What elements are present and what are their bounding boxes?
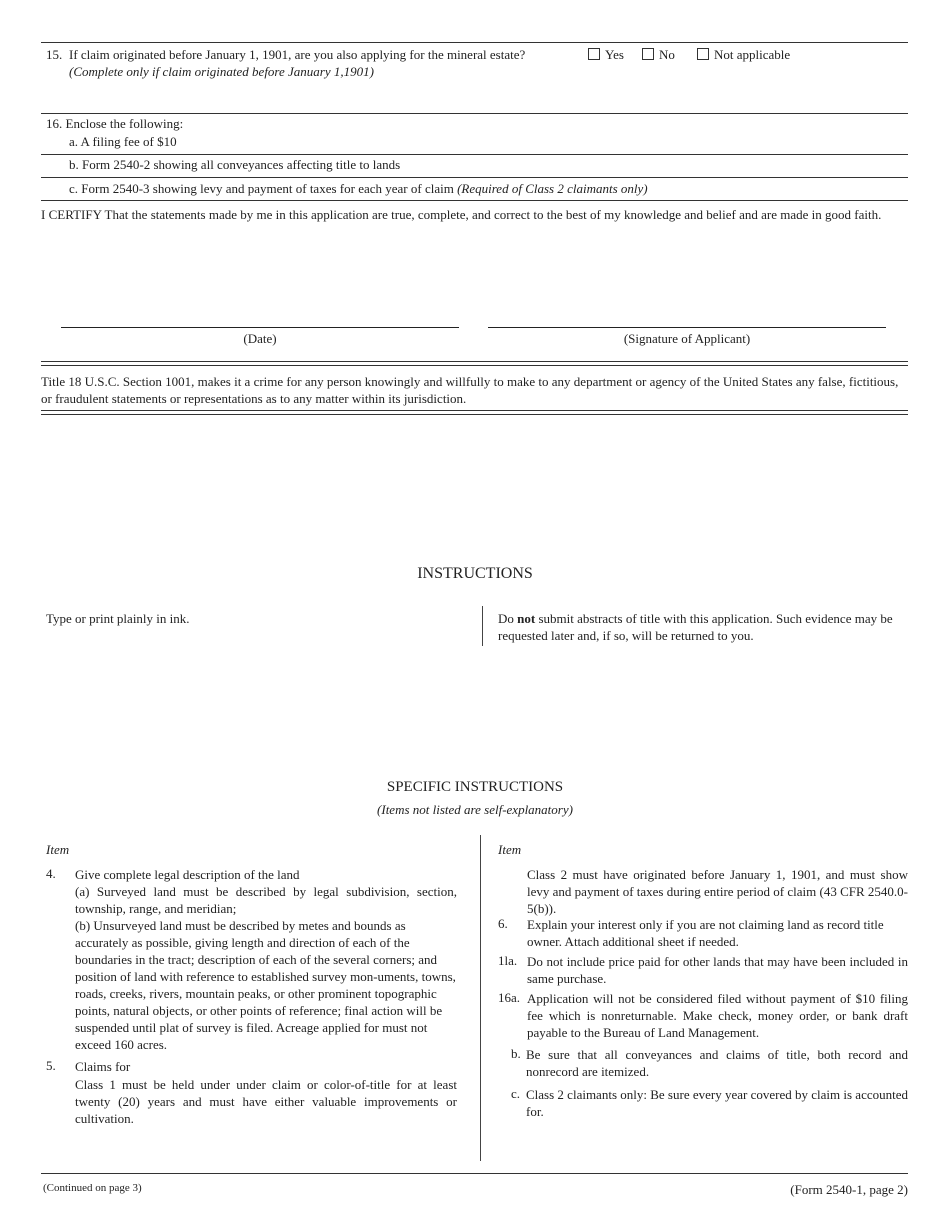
q15-yes-option[interactable] [588, 47, 624, 63]
right-item-label: Item [498, 842, 522, 857]
top-rule [41, 42, 908, 43]
footer-form-number: (Form 2540-1, page 2) [790, 1182, 908, 1197]
q15-note: (Complete only if claim originated before January 1,1901) [69, 64, 374, 79]
warning-bottom-rule [41, 410, 908, 415]
item-11a-text: Do not include price paid for other lands that may have been included in same purchase. [527, 954, 908, 986]
no-label: No [659, 47, 675, 62]
q16-top-rule [41, 113, 908, 114]
item-6-number: 6. [498, 916, 508, 931]
no-checkbox[interactable] [642, 48, 654, 60]
instructions-right [498, 610, 910, 644]
date-line[interactable] [61, 327, 459, 328]
q16-heading: 16. Enclose the following: [46, 116, 184, 131]
yes-label: Yes [605, 47, 624, 62]
q16-item-c-note: (Required of Class 2 claimants only) [457, 181, 648, 196]
not-applicable-checkbox[interactable] [697, 48, 709, 60]
q16-item-a: a. A filing fee of $10 [69, 134, 177, 149]
specific-divider [480, 835, 481, 1161]
item-4-heading: Give complete legal description of the land [75, 867, 300, 882]
instructions-title: INSTRUCTIONS [417, 565, 533, 582]
instructions-left: Type or print plainly in ink. [46, 611, 190, 626]
q16-item-c [69, 181, 648, 197]
item-11a-number: 1la. [498, 953, 518, 968]
class-2-text: Class 2 must have originated before January 1, 1901, and must show levy and payment of taxes during entire period of claim (43 CFR 2540.0-5(b)). [527, 867, 908, 916]
footer-rule [41, 1173, 908, 1174]
left-item-label: Item [46, 842, 70, 857]
q16-rule-b [41, 177, 908, 178]
footer-continued: (Continued on page 3) [43, 1182, 142, 1194]
item-16a-number: 16a. [498, 990, 521, 1005]
instructions-right-bold: not [517, 611, 536, 626]
item-16c-number: c. [511, 1086, 521, 1101]
item-5a-text: Class 1 must be held under under claim or color-of-title for at least twenty (20) years and must have either valuable improvements or cultivation. [75, 1077, 457, 1126]
warning-text: Title 18 U.S.C. Section 1001, makes it a crime for any person knowingly and willfully to make to any department or agency of the United States any false, fictitious, or fraudulent statements or representations as to any matter within its jurisdiction. [41, 374, 899, 406]
signature-line[interactable] [488, 327, 886, 328]
instructions-right-post: submit abstracts of title with this application. Such evidence may be requested later and, if so, will be returned to you. [498, 611, 893, 643]
item-6-text: Explain your interest only if you are not claiming land as record title owner. Attach additional sheet if needed. [527, 917, 884, 949]
date-label: (Date) [243, 331, 277, 346]
item-16c-text: Class 2 claimants only: Be sure every year covered by claim is accounted for. [526, 1087, 908, 1119]
specific-instructions-subtitle: (Items not listed are self-explanatory) [377, 802, 573, 817]
item-4a-text: (a) Surveyed land must be described by legal subdivision, section, township, range, and meridian; [75, 884, 457, 916]
q15-no-option[interactable] [642, 47, 675, 63]
item-5-number: 5. [46, 1058, 56, 1073]
item-4-number: 4. [46, 866, 56, 881]
item-5-heading: Claims for [75, 1059, 131, 1074]
q16-rule-a [41, 154, 908, 155]
q15-question: If claim originated before January 1, 1901, are you also applying for the mineral estate? [69, 47, 526, 62]
warning-top-rule [41, 361, 908, 366]
q16-item-c-text: c. Form 2540-3 showing levy and payment of taxes for each year of claim [69, 181, 454, 196]
not-applicable-label: Not applicable [714, 47, 791, 62]
specific-instructions-title: SPECIFIC INSTRUCTIONS [386, 779, 564, 795]
yes-checkbox[interactable] [588, 48, 600, 60]
item-16a-text: Application will not be considered filed without payment of $10 filing fee which is nonreturnable. Make check, money order, or bank draft payable to the Bureau of Land Management. [527, 991, 908, 1040]
item-16b-number: b. [511, 1046, 521, 1061]
signature-label: (Signature of Applicant) [623, 331, 751, 346]
q15-number: 15. [46, 47, 63, 62]
item-4b-text: (b) Unsurveyed land must be described by metes and bounds as accurately as possible, giving length and direction of each of the boundaries in the tract; description of each of the several corners; and position of land with reference to established survey mon-uments, towns, roads, creeks, rivers, mountain peaks, or other prominent topographic points, natural objects, or other points of reference; final action will be suspended until plat of survey is filed. Acreage applied for must not exceed 160 acres. [75, 918, 456, 1052]
q15-not-applicable-option[interactable] [697, 47, 790, 63]
item-16b-text: Be sure that all conveyances and claims of title, both record and nonrecord are itemized. [526, 1047, 908, 1079]
q16-item-b: b. Form 2540-2 showing all conveyances affecting title to lands [69, 157, 401, 172]
q16-rule-c [41, 200, 908, 201]
instructions-right-pre: Do [498, 611, 518, 626]
instructions-divider [482, 606, 483, 646]
certify-statement: I CERTIFY That the statements made by me in this application are true, complete, and correct to the best of my knowledge and belief and are made in good faith. [41, 207, 882, 222]
